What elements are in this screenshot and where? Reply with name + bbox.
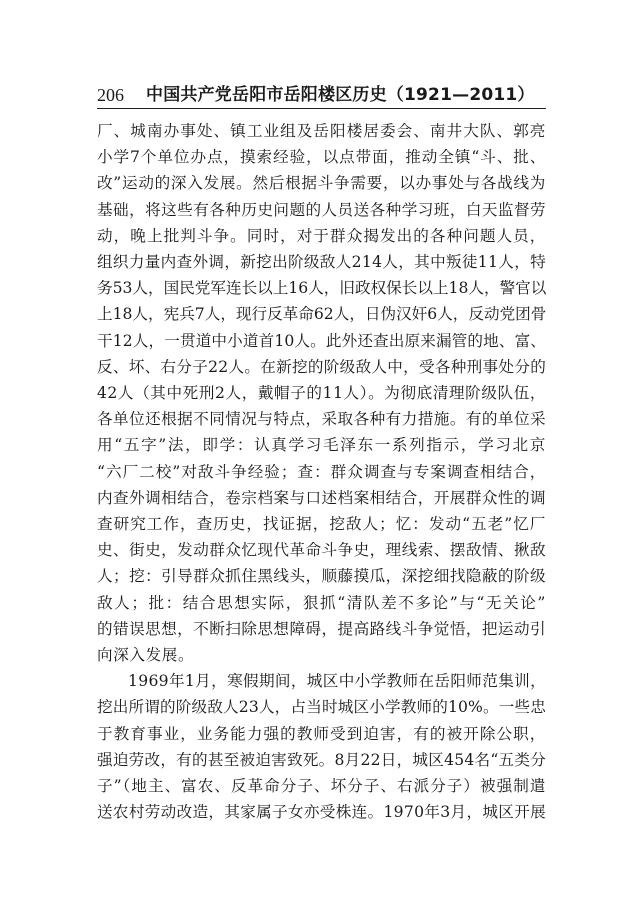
- body-text: [97, 118, 546, 825]
- text-line: 42人（其中死刑2人，戴帽子的11人）。为彻底清理阶级队伍，: [97, 384, 546, 403]
- text-line: 内查外调相结合，卷宗档案与口述档案相结合，开展群众性的调: [97, 488, 546, 507]
- text-line: 人；挖：引导群众抓住黑线头，顺藤摸瓜，深挖细找隐蔽的阶级: [97, 567, 546, 586]
- text-line: 反、坏、右分子22人。在新挖的阶级敌人中，受各种刑事处分的: [97, 357, 546, 376]
- text-line: 务53人，国民党军连长以上16人，旧政权保长以上18人，警官以: [97, 279, 546, 298]
- text-line: “六厂二校”对敌斗争经验；查：群众调查与专案调查相结合，: [97, 462, 546, 481]
- text-line: 厂、城南办事处、镇工业组及岳阳楼居委会、南井大队、郭亮: [97, 122, 546, 140]
- page-header: [97, 80, 547, 106]
- text-line: 敌人；批：结合思想实际，狠抓“清队差不多论”与“无关论”: [97, 593, 546, 612]
- text-line: 上18人，宪兵7人，现行反革命62人，日伪汉奸6人，反动党团骨: [97, 305, 546, 324]
- running-title: 中国共产党岳阳市岳阳楼区历史（1921—2011）: [146, 85, 535, 105]
- text-line: 的错误思想，不断扫除思想障碍，提高路线斗争觉悟，把运动引: [97, 619, 546, 638]
- text-line: 挖出所谓的阶级敌人23人，占当时城区小学教师的10%。一些忠: [97, 698, 546, 717]
- text-line: 送农村劳动改造，其家属子女亦受株连。1970年3月，城区开展: [97, 803, 546, 822]
- text-line: 用“五字”法，即学：认真学习毛泽东一系列指示，学习北京: [97, 436, 546, 455]
- text-line: 强迫劳改，有的甚至被迫害致死。8月22日，城区454名“五类分: [97, 750, 546, 769]
- text-line: 动，晚上批判斗争。同时，对于群众揭发出的各种问题人员，: [97, 226, 546, 245]
- text-line: 查研究工作，查历史，找证据，挖敌人；忆：发动“五老”忆厂: [97, 515, 546, 534]
- paragraph-1: [97, 118, 546, 668]
- text-line: 组织力量内查外调，新挖出阶级敌人214人，其中叛徒11人，特: [97, 253, 546, 272]
- header-rule: [97, 108, 546, 109]
- text-line: 基础，将这些有各种历史问题的人员送各种学习班，白天监督劳: [97, 200, 546, 219]
- page-number: 206: [97, 85, 124, 105]
- paragraph-2: [97, 668, 546, 825]
- text-line: 子”（地主、富农、反革命分子、坏分子、右派分子）被强制遣: [97, 777, 546, 796]
- text-line: 1969年1月，寒假期间，城区中小学教师在岳阳师范集训，: [128, 672, 546, 691]
- text-line: 史、街史，发动群众忆现代革命斗争史，理线索、摆敌情、揪敌: [97, 541, 546, 560]
- text-line: 干12人，一贯道中小道首10人。此外还查出原来漏管的地、富、: [97, 331, 546, 350]
- text-line: 小学7个单位办点，摸索经验，以点带面，推动全镇“斗、批、: [97, 148, 546, 167]
- text-line: 向深入发展。: [97, 646, 195, 665]
- text-line: 于教育事业，业务能力强的教师受到迫害，有的被开除公职，: [97, 724, 546, 743]
- text-line: 各单位还根据不同情况与特点，采取各种有力措施。有的单位采: [97, 410, 546, 429]
- text-line: 改”运动的深入发展。然后根据斗争需要，以办事处与各战线为: [97, 174, 546, 193]
